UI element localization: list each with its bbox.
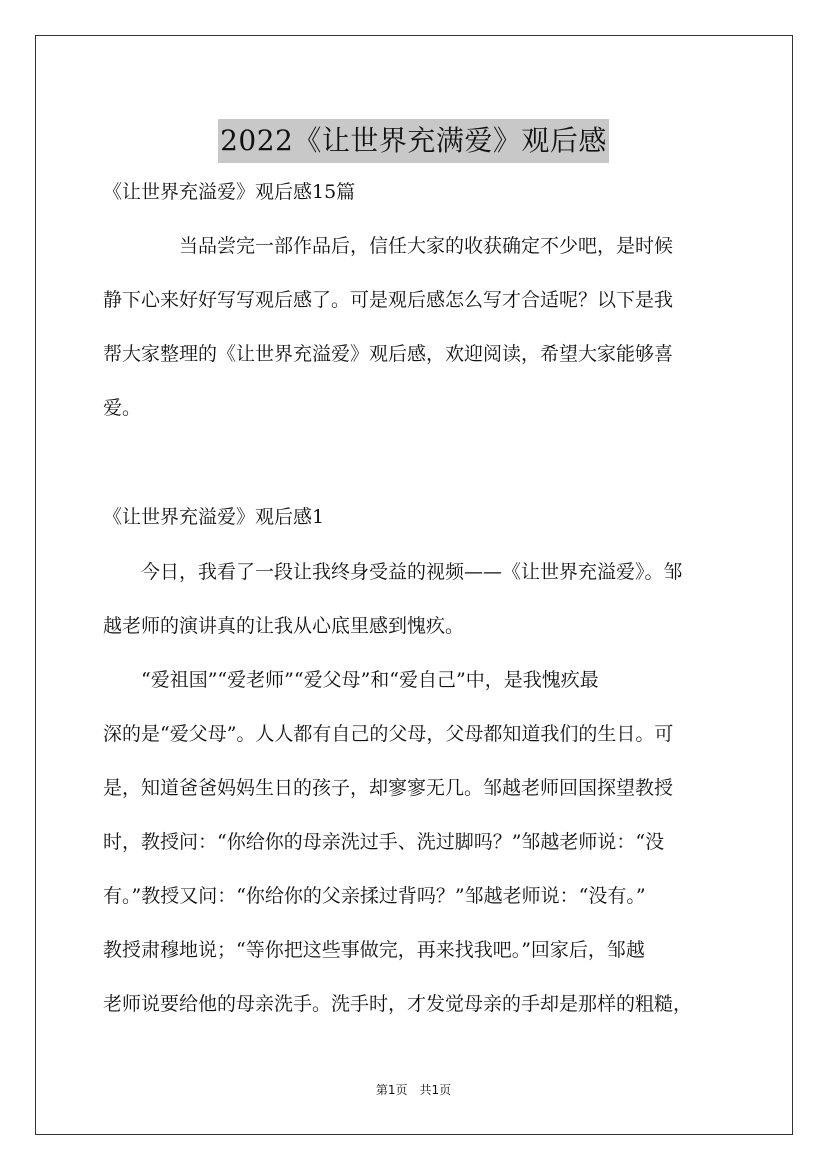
paragraph-line: 帮大家整理的《让世界充溢爱》观后感，欢迎阅读，希望大家能够喜 <box>103 343 674 365</box>
paragraph-line: 有。”教授又问：“你给你的父亲揉过背吗？”邹越老师说：“没有。” <box>103 885 646 907</box>
paragraph-line: 是，知道爸爸妈妈生日的孩子，却寥寥无几。邹越老师回国探望教授 <box>103 777 674 799</box>
document-title: 2022《让世界充满爱》观后感 <box>218 119 609 163</box>
paragraph-line: 爱。 <box>103 397 142 419</box>
paragraph-line: 越老师的演讲真的让我从心底里感到愧疚。 <box>103 615 465 637</box>
paragraph-line: 时，教授问：“你给你的母亲洗过手、洗过脚吗？”邹越老师说：“没 <box>103 831 665 853</box>
title-container <box>0 100 827 182</box>
page-footer: 第1页 共1页 <box>375 1083 452 1097</box>
paragraph-line: 今日，我看了一段让我终身受益的视频——《让世界充溢爱》。邹 <box>103 561 683 583</box>
paragraph-line: “爱祖国”“爱老师”“爱父母”和“爱自己”中，是我愧疚最 <box>103 669 599 691</box>
section-heading: 《让世界充溢爱》观后感1 <box>103 506 325 528</box>
paragraph-line: 深的是“爱父母”。人人都有自己的父母，父母都知道我们的生日。可 <box>103 723 674 745</box>
paragraph-line: 当品尝完一部作品后，信任大家的收获确定不少吧，是时候 <box>103 235 674 257</box>
paragraph-line: 静下心来好好写写观后感了。可是观后感怎么写才合适呢？以下是我 <box>103 289 674 311</box>
subtitle-line: 《让世界充溢爱》观后感15篇 <box>103 181 356 203</box>
paragraph-line: 教授肃穆地说；“等你把这些事做完，再来找我吧。”回家后，邹越 <box>103 939 645 961</box>
paragraph-line: 老师说要给他的母亲洗手。洗手时，才发觉母亲的手却是那样的粗糙， <box>103 993 693 1015</box>
